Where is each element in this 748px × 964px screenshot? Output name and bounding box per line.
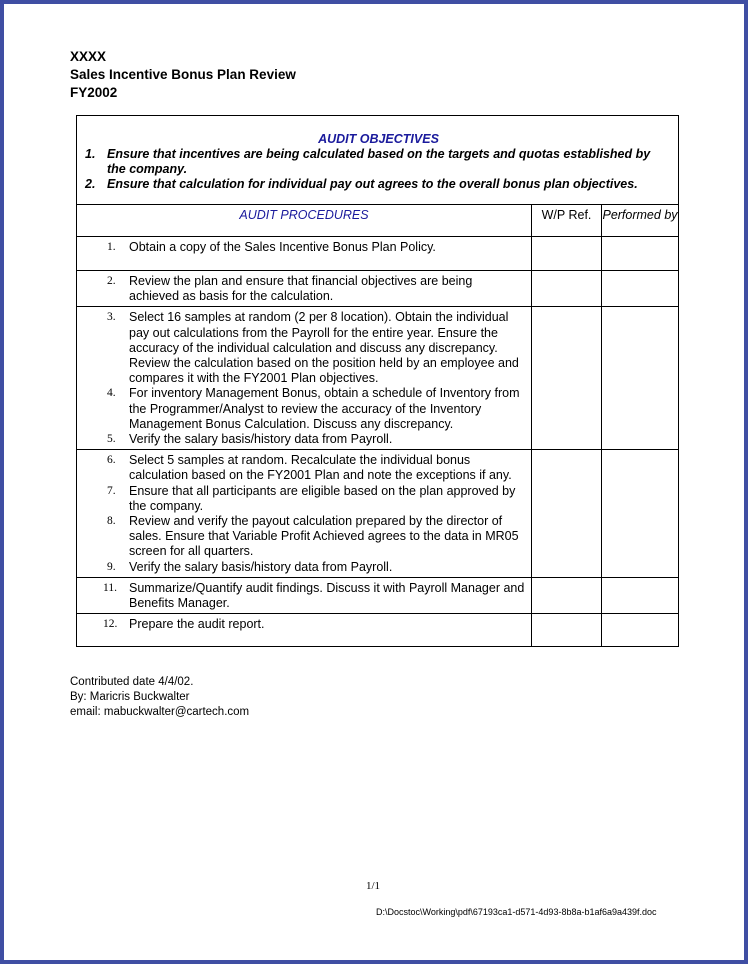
procedure-step [107,310,525,386]
wp-ref-header: W/P Ref. [532,205,602,237]
audit-objectives-cell [77,116,679,205]
step-number: 3. [107,311,116,324]
author: By: Maricris Buckwalter [70,691,190,703]
procedure-step [107,432,525,447]
table-row [77,237,679,271]
procedure-step [107,274,525,304]
procedures-header: AUDIT PROCEDURES [77,205,532,237]
step-text: For inventory Management Bonus, obtain a schedule of Inventory from the Programmer/Analyst to review the accuracy of the Inventory Management Bonus Calculation. Discuss any discrepancy. [129,386,520,431]
procedure-cell [77,307,532,450]
performed-by-cell [602,271,679,307]
performed-by-cell [602,577,679,613]
procedure-cell [77,271,532,307]
performed-by-cell [602,237,679,271]
step-text: Prepare the audit report. [129,617,265,632]
step-number: 1. [107,241,116,253]
wp-ref-cell [532,237,602,271]
author-email: email: mabuckwalter@cartech.com [70,706,250,718]
table-row [77,307,679,450]
document-page [4,4,744,960]
wp-ref-cell [532,450,602,578]
company-name: XXXX [70,49,107,64]
step-number: 8. [107,515,116,528]
procedure-step [103,617,525,632]
step-number: 7. [107,484,116,497]
step-text: Review and verify the payout calculation prepared by the director of sales. Ensure that Variable Profit Achieved agrees to the data in MR05 screen for all quarters. [129,514,519,559]
wp-ref-cell [532,271,602,307]
procedure-cell [77,614,532,647]
procedure-cell [77,577,532,613]
procedure-step [107,560,525,575]
procedure-step [103,580,525,611]
step-text: Obtain a copy of the Sales Incentive Bonus Plan Policy. [129,240,436,254]
wp-ref-cell [532,307,602,450]
page-number: 1/1 [366,880,381,892]
step-number: 12. [103,618,118,631]
objective-text: Ensure that calculation for individual pay out agrees to the overall bonus plan objectives. [107,177,638,191]
table-row [77,614,679,647]
procedure-step [107,453,525,483]
step-number: 6. [107,454,116,467]
procedure-step [107,386,525,432]
procedure-step [107,240,525,255]
table-row [77,577,679,613]
step-number: 11. [103,581,117,594]
step-text: Review the plan and ensure that financial objectives are being achieved as basis for the calculation. [129,274,473,304]
step-text: Select 5 samples at random. Recalculate the individual bonus calculation based on the FY2001 Plan and note the exceptions if any. [129,453,512,483]
objective-number: 1. [85,147,96,161]
step-number: 9. [107,560,116,573]
step-text: Select 16 samples at random (2 per 8 location). Obtain the individual pay out calculations from the Payroll for the entire year. Ensure the accuracy of the individual calculation and discuss any discrepancy. Review the calculation based on the position held by an employee and compares it with the FY2001 Plan objectives. [129,310,519,386]
procedure-step [107,514,525,560]
step-text: Ensure that all participants are eligible based on the plan approved by the company. [129,483,516,513]
step-number: 5. [107,433,116,446]
objective-item [85,147,672,177]
audit-table [76,115,679,647]
performed-by-cell [602,307,679,450]
contributed-date: Contributed date 4/4/02. [70,676,194,688]
step-number: 4. [107,387,116,400]
step-text: Verify the salary basis/history data from Payroll. [129,432,393,447]
step-number: 2. [107,275,116,287]
step-text: Verify the salary basis/history data from Payroll. [129,559,393,574]
wp-ref-cell [532,577,602,613]
performed-by-cell [602,614,679,647]
fiscal-year: FY2002 [70,85,118,100]
file-path: D:\Docstoc\Working\pdf\67193ca1-d571-4d93-8b8a-b1af6a9a439f.doc [376,907,657,917]
objective-number: 2. [85,177,96,191]
objective-text: Ensure that incentives are being calculated based on the targets and quotas established by the company. [107,147,651,176]
table-row [77,271,679,307]
procedure-cell [77,450,532,578]
table-row [77,450,679,578]
performed-by-header: Performed by [602,205,679,237]
objectives-title: AUDIT OBJECTIVES [318,132,439,146]
objective-item [85,177,672,192]
performed-by-cell [602,450,679,578]
step-text: Summarize/Quantify audit findings. Discuss it with Payroll Manager and Benefits Manager. [129,580,525,611]
procedure-step [107,484,525,514]
document-title: Sales Incentive Bonus Plan Review [70,67,296,82]
wp-ref-cell [532,614,602,647]
procedure-cell [77,237,532,271]
